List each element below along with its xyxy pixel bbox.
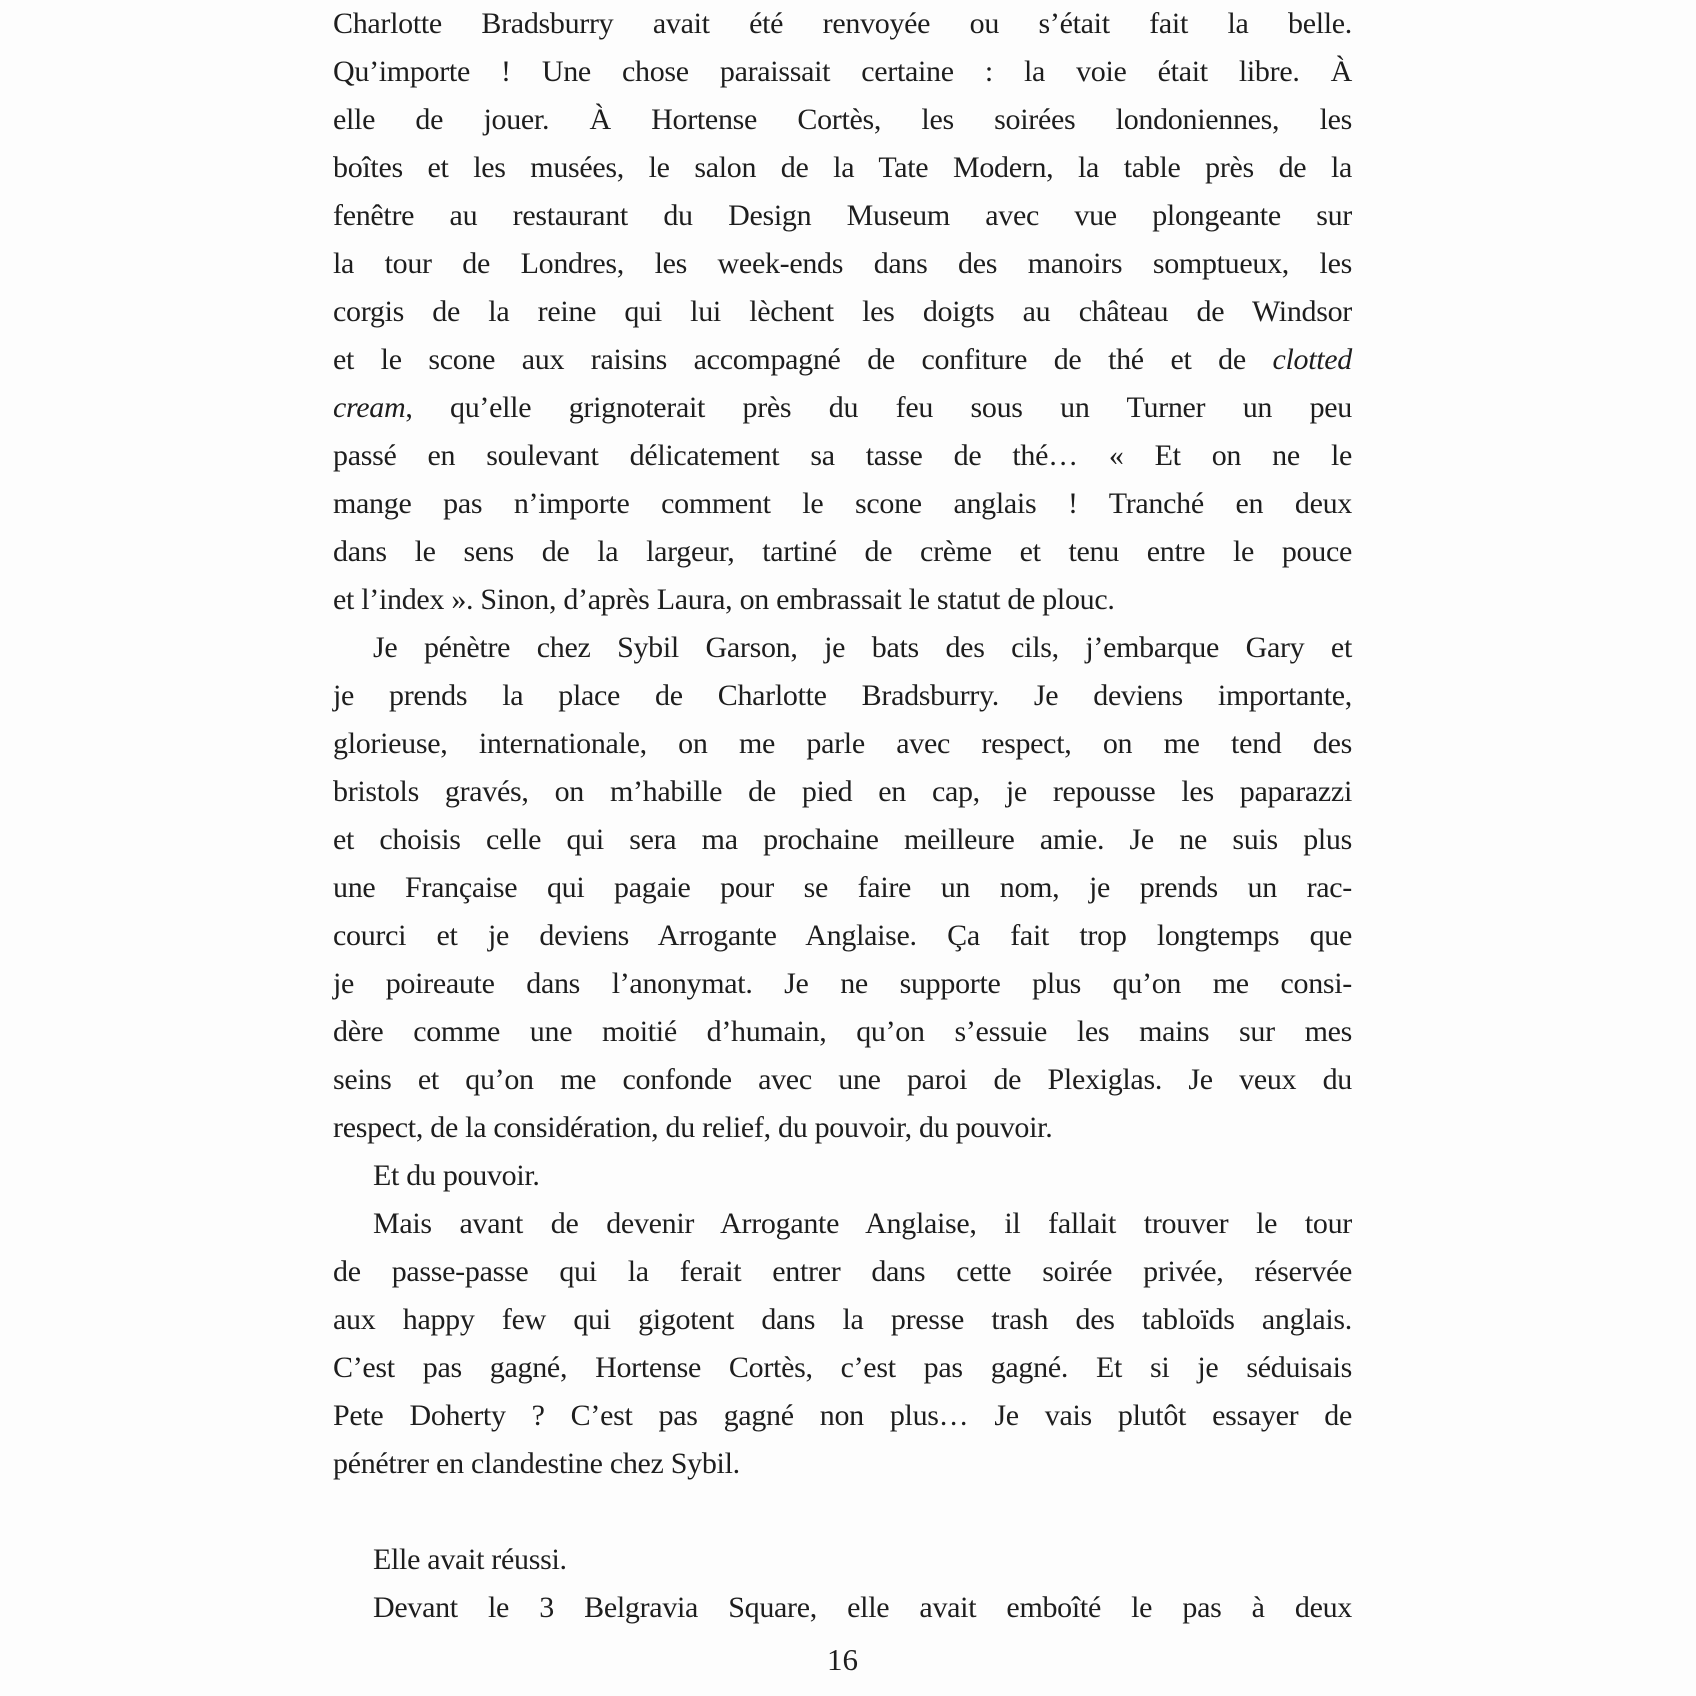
italic-text-segment: cream <box>333 391 406 424</box>
paragraph <box>333 0 1352 624</box>
text-segment: et l’index ». Sinon, d’après Laura, on embrassait le statut de plouc. <box>333 583 1115 616</box>
text-line <box>333 864 1352 912</box>
text-line <box>333 1008 1352 1056</box>
text-line <box>333 1056 1352 1104</box>
page-number: 16 <box>827 1642 858 1677</box>
text-line <box>333 768 1352 816</box>
text-line <box>333 576 1352 624</box>
text-segment: dère comme une moitié d’humain, qu’on s’essuie les mains sur mes <box>333 1015 1352 1048</box>
text-segment: fenêtre au restaurant du Design Museum avec vue plongeante sur <box>333 199 1352 232</box>
text-segment: Charlotte Bradsburry avait été renvoyée ou s’était fait la belle. <box>333 7 1352 40</box>
paragraph <box>333 624 1352 1152</box>
text-segment: Pete Doherty ? C’est pas gagné non plus… Je vais plutôt essayer de <box>333 1399 1352 1432</box>
text-line <box>333 1344 1352 1392</box>
text-segment: corgis de la reine qui lui lèchent les doigts au château de Windsor <box>333 295 1352 328</box>
text-segment: et choisis celle qui sera ma prochaine meilleure amie. Je ne suis plus <box>333 823 1352 856</box>
text-segment: Je pénètre chez Sybil Garson, je bats des cils, j’embarque Gary et <box>373 631 1352 664</box>
text-line <box>333 912 1352 960</box>
paragraph <box>333 1536 1352 1584</box>
paragraph <box>333 1152 1352 1200</box>
text-segment: passé en soulevant délicatement sa tasse de thé… « Et on ne le <box>333 439 1352 472</box>
text-line <box>333 480 1352 528</box>
paragraph <box>333 1584 1352 1632</box>
text-line <box>333 1584 1352 1632</box>
text-line <box>333 96 1352 144</box>
text-line <box>333 1152 1352 1200</box>
text-line <box>333 240 1352 288</box>
text-line <box>333 144 1352 192</box>
text-segment: Elle avait réussi. <box>373 1543 567 1576</box>
text-line <box>333 720 1352 768</box>
text-segment: , qu’elle grignoterait près du feu sous un Turner un peu <box>405 391 1352 424</box>
text-line <box>333 1440 1352 1488</box>
text-line <box>333 960 1352 1008</box>
text-segment: seins et qu’on me confonde avec une paroi de Plexiglas. Je veux du <box>333 1063 1352 1096</box>
text-line <box>333 1104 1352 1152</box>
text-line <box>333 816 1352 864</box>
italic-text-segment: clotted <box>1272 343 1352 376</box>
text-line <box>333 384 1352 432</box>
text-line <box>333 1392 1352 1440</box>
text-segment: et le scone aux raisins accompagné de confiture de thé et de <box>333 343 1273 376</box>
text-segment: Et du pouvoir. <box>373 1159 540 1192</box>
text-segment: de passe-passe qui la ferait entrer dans cette soirée privée, réservée <box>333 1255 1352 1288</box>
text-segment: aux happy few qui gigotent dans la presse trash des tabloïds anglais. <box>333 1303 1352 1336</box>
text-segment: la tour de Londres, les week-ends dans des manoirs somptueux, les <box>333 247 1352 280</box>
text-segment: Qu’importe ! Une chose paraissait certaine : la voie était libre. À <box>333 55 1352 88</box>
text-line <box>333 1200 1352 1248</box>
text-segment: respect, de la considération, du relief, du pouvoir, du pouvoir. <box>333 1111 1053 1144</box>
text-segment: pénétrer en clandestine chez Sybil. <box>333 1447 740 1480</box>
text-line <box>333 288 1352 336</box>
text-line <box>333 432 1352 480</box>
text-line <box>333 1296 1352 1344</box>
text-line <box>333 624 1352 672</box>
text-segment: courci et je deviens Arrogante Anglaise. Ça fait trop longtemps que <box>333 919 1352 952</box>
text-segment: boîtes et les musées, le salon de la Tate Modern, la table près de la <box>333 151 1352 184</box>
text-segment: dans le sens de la largeur, tartiné de crème et tenu entre le pouce <box>333 535 1352 568</box>
text-segment: glorieuse, internationale, on me parle avec respect, on me tend des <box>333 727 1352 760</box>
text-segment: bristols gravés, on m’habille de pied en cap, je repousse les paparazzi <box>333 775 1352 808</box>
text-segment: elle de jouer. À Hortense Cortès, les soirées londoniennes, les <box>333 103 1352 136</box>
page-text-block <box>333 0 1352 1632</box>
text-line <box>333 1248 1352 1296</box>
text-line <box>333 672 1352 720</box>
paragraph <box>333 1200 1352 1488</box>
text-segment: mange pas n’importe comment le scone anglais ! Tranché en deux <box>333 487 1352 520</box>
text-segment: C’est pas gagné, Hortense Cortès, c’est pas gagné. Et si je séduisais <box>333 1351 1352 1384</box>
text-line <box>333 0 1352 48</box>
text-segment: Devant le 3 Belgravia Square, elle avait emboîté le pas à deux <box>373 1591 1352 1624</box>
text-segment: je prends la place de Charlotte Bradsburry. Je deviens importante, <box>333 679 1352 712</box>
text-segment: une Française qui pagaie pour se faire un nom, je prends un rac- <box>333 871 1352 904</box>
text-segment: je poireaute dans l’anonymat. Je ne supporte plus qu’on me consi- <box>333 967 1352 1000</box>
text-segment: Mais avant de devenir Arrogante Anglaise, il fallait trouver le tour <box>373 1207 1352 1240</box>
text-line <box>333 48 1352 96</box>
text-line <box>333 1536 1352 1584</box>
text-line <box>333 528 1352 576</box>
text-line <box>333 336 1352 384</box>
text-line <box>333 192 1352 240</box>
